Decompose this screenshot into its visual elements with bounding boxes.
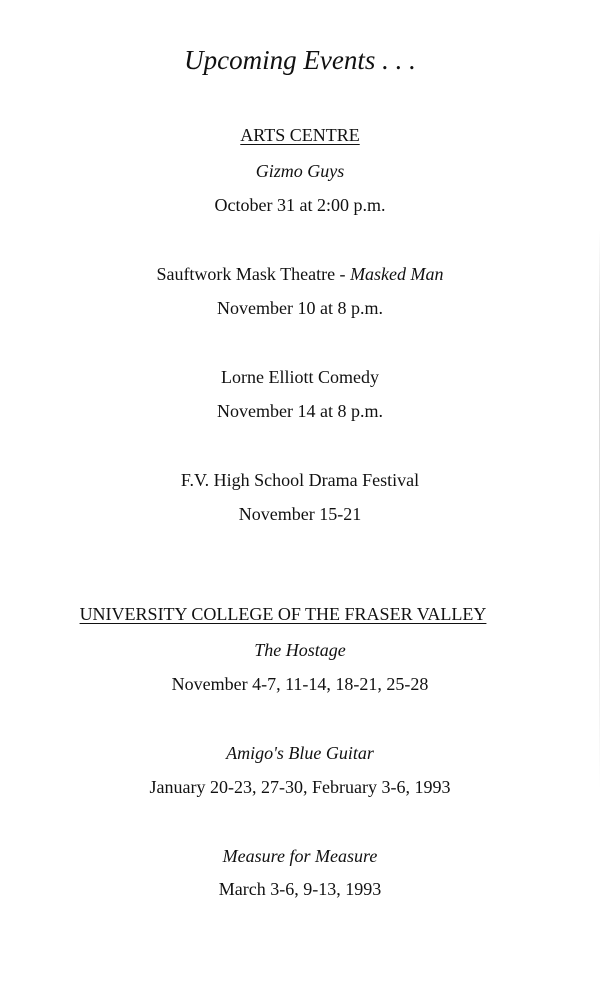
event-date: November 4-7, 11-14, 18-21, 25-28: [171, 674, 429, 694]
event-date: November 14 at 8 p.m.: [217, 401, 383, 421]
event-date: January 20-23, 27-30, February 3-6, 1993: [149, 777, 451, 797]
event-name: Gizmo Guys: [255, 161, 345, 181]
event-date: October 31 at 2:00 p.m.: [214, 195, 386, 215]
event-name: Lorne Elliott Comedy: [221, 367, 379, 387]
event-name: Amigo's Blue Guitar: [226, 743, 374, 763]
event-name: [0, 263, 600, 285]
event-date: March 3-6, 9-13, 1993: [218, 879, 382, 899]
event-name: The Hostage: [254, 640, 346, 660]
event-company: Sauftwork Mask Theatre -: [156, 264, 351, 284]
event-name: F.V. High School Drama Festival: [180, 470, 420, 490]
event-subtitle: Masked Man: [350, 264, 444, 284]
section-heading-ucfv: UNIVERSITY COLLEGE OF THE FRASER VALLEY: [79, 604, 487, 624]
section-heading-arts-centre: ARTS CENTRE: [240, 125, 360, 145]
event-name: Measure for Measure: [222, 846, 378, 866]
page-title: Upcoming Events . . .: [184, 45, 416, 75]
event-date: November 10 at 8 p.m.: [217, 298, 383, 318]
event-date: November 15-21: [238, 504, 362, 524]
